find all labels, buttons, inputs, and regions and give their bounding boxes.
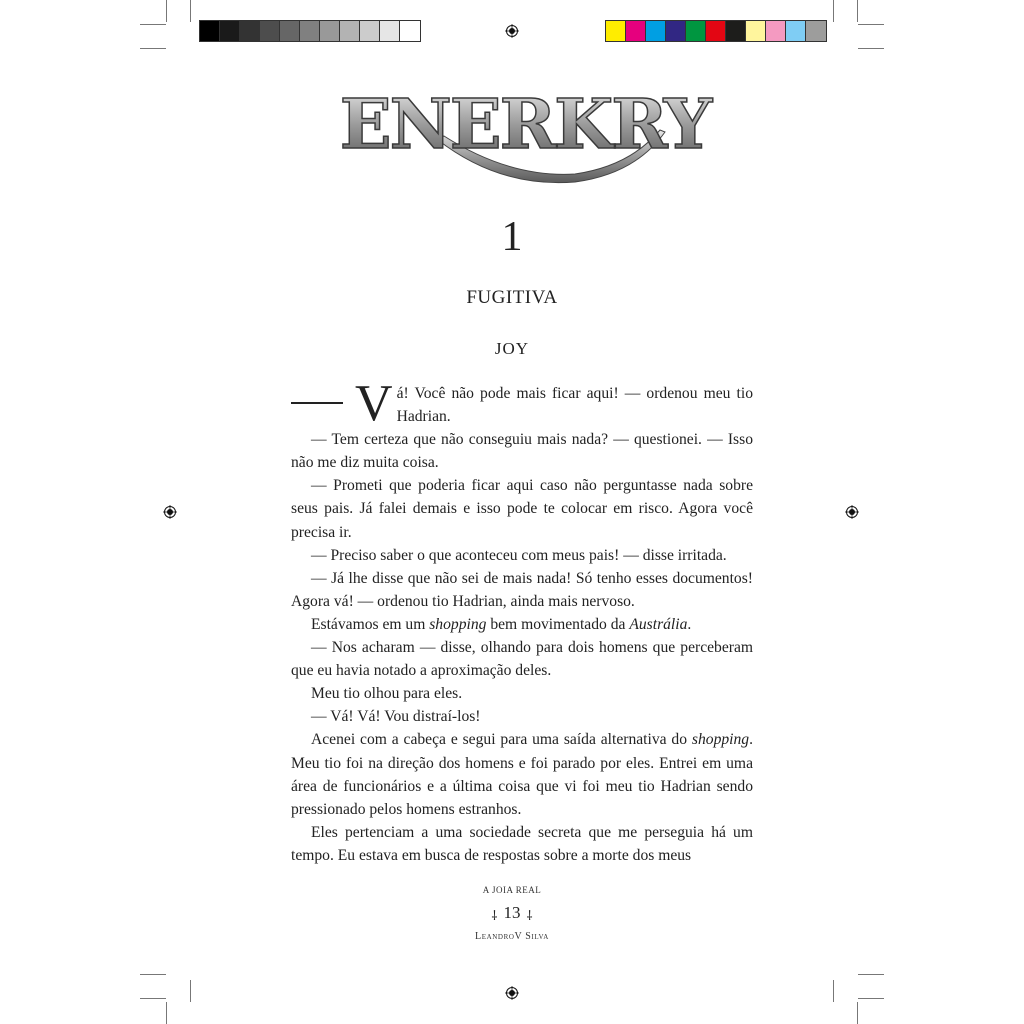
chapter-body xyxy=(291,375,753,867)
registration-mark-left xyxy=(163,505,177,519)
opening-dash xyxy=(291,402,343,404)
svg-text:ENERKRY: ENERKRY xyxy=(339,85,711,165)
paragraph: Vá! Você não pode mais ficar aqui! — ordenou meu tio Hadrian. xyxy=(291,382,753,428)
grayscale-swatch xyxy=(200,21,220,41)
paragraph: — Prometi que poderia ficar aqui caso não perguntasse nada sobre seus pais. Já falei demais e isso pode te colocar em risco. Agora você precisa ir. xyxy=(291,477,753,541)
grayscale-swatch xyxy=(380,21,400,41)
paragraph: — Nos acharam — disse, olhando para dois homens que perceberam que eu havia notado a aproximação deles. xyxy=(291,639,753,680)
process-swatch xyxy=(606,21,626,41)
grayscale-color-bar xyxy=(199,20,421,42)
paragraph: Estávamos em um shopping bem movimentado da Austrália. xyxy=(311,615,692,633)
paragraph: — Tem certeza que não conseguiu mais nada? — questionei. — Isso não me diz muita coisa. xyxy=(291,431,753,472)
process-swatch xyxy=(746,21,766,41)
grayscale-swatch xyxy=(260,21,280,41)
footer-author: LeandroV Silva xyxy=(475,931,549,942)
registration-mark-right xyxy=(845,505,859,519)
grayscale-swatch xyxy=(360,21,380,41)
grayscale-swatch xyxy=(220,21,240,41)
enerkry-logo xyxy=(339,70,711,195)
dagger-icon: ⸸ xyxy=(491,908,498,923)
drop-cap: V xyxy=(355,375,393,432)
process-swatch xyxy=(786,21,806,41)
chapter-number: 1 xyxy=(501,214,523,260)
grayscale-swatch xyxy=(280,21,300,41)
process-swatch xyxy=(666,21,686,41)
pov-character: JOY xyxy=(494,339,530,358)
chapter-title: FUGITIVA xyxy=(466,287,558,308)
process-swatch xyxy=(626,21,646,41)
process-swatch xyxy=(706,21,726,41)
paragraph: Eles pertenciam a uma sociedade secreta que me perseguia há um tempo. Eu estava em busca de respostas sobre a morte dos meus xyxy=(291,823,753,864)
dagger-icon: ⸸ xyxy=(526,908,533,923)
paragraph: — Já lhe disse que não sei de mais nada! Só tenho esses documentos! Agora vá! — ordenou tio Hadrian, ainda mais nervoso. xyxy=(291,569,753,610)
registration-mark-bottom xyxy=(505,986,519,1000)
process-color-bar xyxy=(605,20,827,42)
process-swatch xyxy=(686,21,706,41)
paragraph: — Vá! Vá! Vou distraí-los! xyxy=(311,708,481,726)
paragraph: — Preciso saber o que aconteceu com meus pais! — disse irritada. xyxy=(311,546,727,564)
process-swatch xyxy=(766,21,786,41)
grayscale-swatch xyxy=(300,21,320,41)
process-swatch xyxy=(726,21,746,41)
process-swatch xyxy=(806,21,826,41)
paragraph: Meu tio olhou para eles. xyxy=(311,685,463,703)
registration-mark-top xyxy=(505,24,519,38)
page-number: ⸸ 13 ⸸ xyxy=(491,903,533,923)
footer-book-title: A JOIA REAL xyxy=(482,885,542,895)
grayscale-swatch xyxy=(320,21,340,41)
grayscale-swatch xyxy=(240,21,260,41)
paragraph: Acenei com a cabeça e segui para uma saída alternativa do shopping. Meu tio foi na direção dos homens e foi parado por eles. Entrei em uma área de funcionários e a última coisa que vi foi meu tio Hadrian sendo pressionado pelos homens estranhos. xyxy=(291,731,753,818)
grayscale-swatch xyxy=(340,21,360,41)
process-swatch xyxy=(646,21,666,41)
grayscale-swatch xyxy=(400,21,420,41)
